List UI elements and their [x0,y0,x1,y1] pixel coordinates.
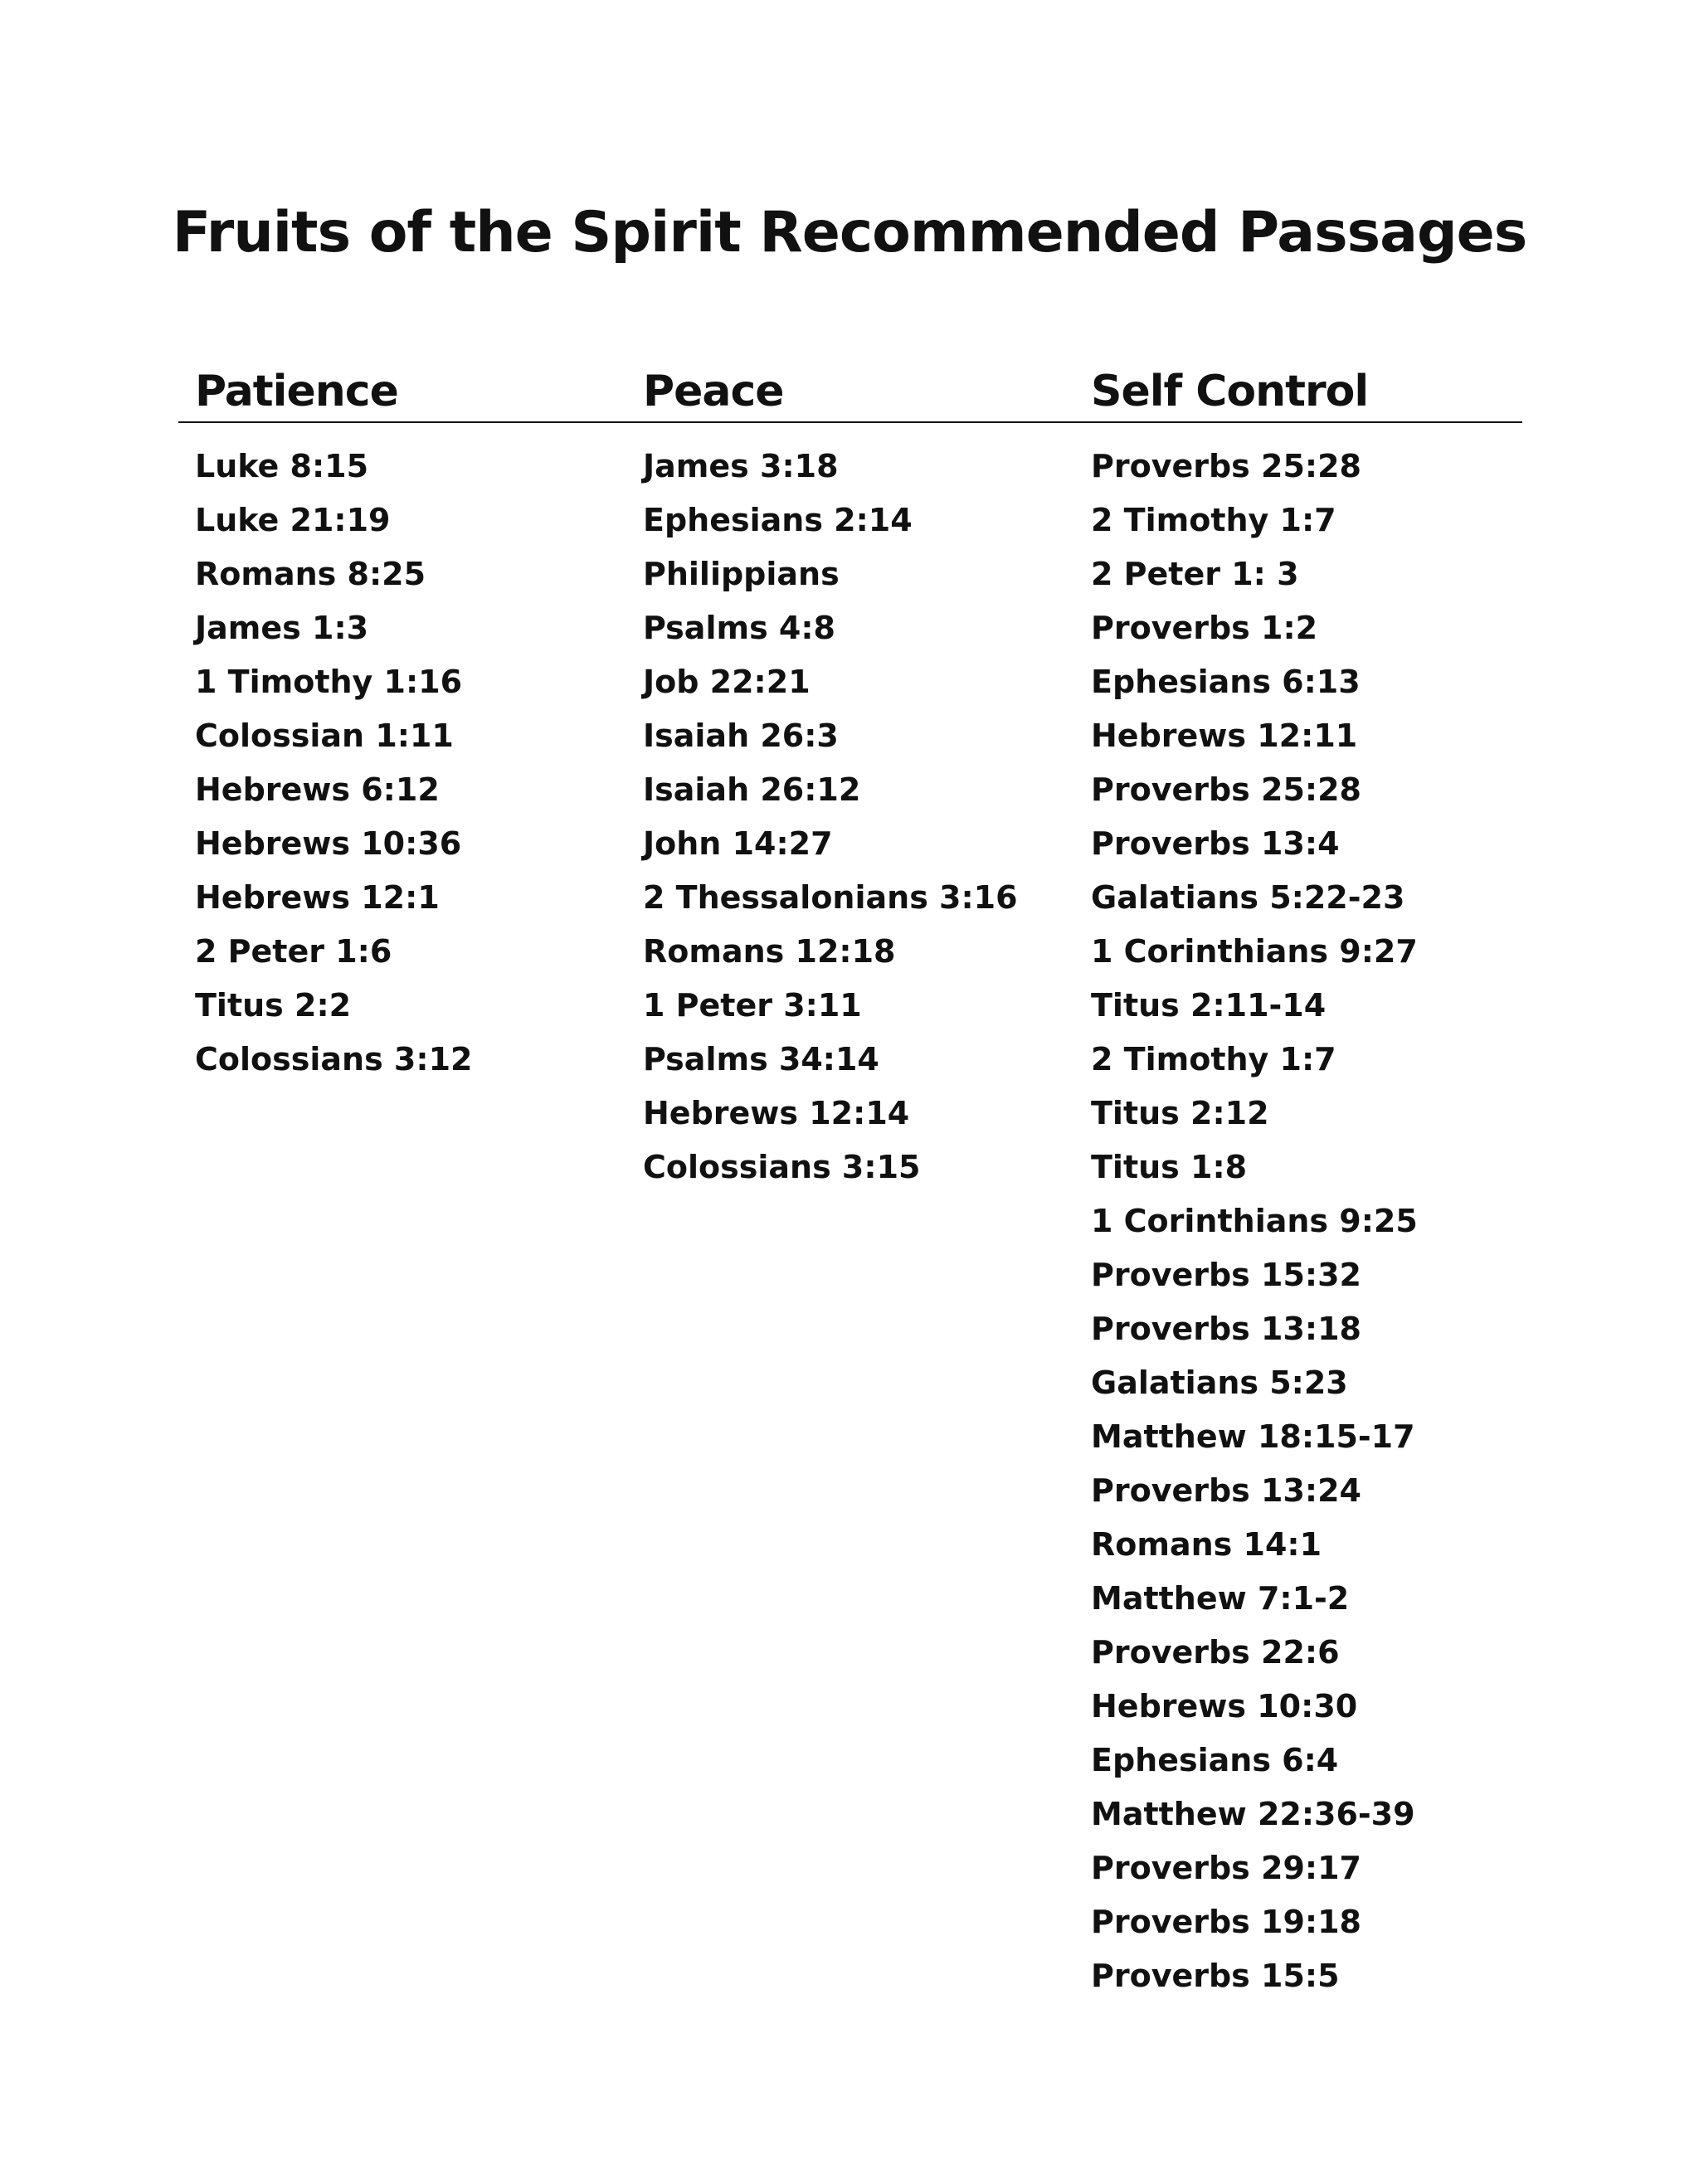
page-title: Fruits of the Spirit Recommended Passages [172,200,1527,265]
passage-list-self-control [1074,440,1522,2003]
passage-item: 1 Peter 3:11 [643,987,862,1024]
passage-item: Romans 14:1 [1091,1526,1322,1563]
passage-item: Proverbs 13:24 [1091,1472,1361,1509]
passage-item: Galatians 5:22-23 [1091,879,1405,916]
column-header-row [178,363,1522,423]
passage-item: Isaiah 26:12 [643,771,861,808]
passage-item: Romans 12:18 [643,933,896,970]
passage-item: Titus 2:2 [195,987,352,1024]
passage-list-patience [178,440,626,2003]
passage-item: Proverbs 13:18 [1091,1311,1361,1347]
passage-item: Romans 8:25 [195,556,426,592]
passage-item: Titus 1:8 [1091,1149,1248,1185]
passage-item: Luke 8:15 [195,448,369,484]
passage-item: 2 Timothy 1:7 [1091,502,1336,538]
passage-item: Proverbs 13:4 [1091,825,1340,862]
passage-item: Colossian 1:11 [195,717,454,754]
passage-item: Matthew 7:1-2 [1091,1580,1350,1617]
passage-item: Proverbs 29:17 [1091,1850,1361,1886]
passage-item: Proverbs 1:2 [1091,610,1318,646]
passage-columns [178,440,1522,2003]
passage-item: 2 Timothy 1:7 [1091,1041,1336,1077]
passage-item: Colossians 3:12 [195,1041,473,1077]
passage-item: Job 22:21 [643,664,811,700]
passage-item: Colossians 3:15 [643,1149,921,1185]
passage-item: 1 Timothy 1:16 [195,664,463,700]
passage-item: Hebrews 6:12 [195,771,440,808]
passage-item: Luke 21:19 [195,502,391,538]
passage-item: Proverbs 15:5 [1091,1958,1340,1994]
passage-item: Isaiah 26:3 [643,717,839,754]
passage-item: Ephesians 6:13 [1091,664,1361,700]
passage-item: 2 Thessalonians 3:16 [643,879,1018,916]
passage-item: Hebrews 12:1 [195,879,440,916]
passage-item: Galatians 5:23 [1091,1364,1348,1401]
passage-item: Philippians [643,556,840,592]
passage-item: Titus 2:11-14 [1091,987,1327,1024]
passage-item: 2 Peter 1: 3 [1091,556,1299,592]
column-heading-patience: Patience [195,367,398,416]
passage-item: Psalms 4:8 [643,610,835,646]
passage-item: Hebrews 12:11 [1091,717,1358,754]
passage-item: Proverbs 25:28 [1091,448,1361,484]
passage-item: Proverbs 22:6 [1091,1634,1340,1671]
passage-item: 1 Corinthians 9:27 [1091,933,1418,970]
passage-item: 1 Corinthians 9:25 [1091,1203,1418,1239]
passage-item: Matthew 18:15-17 [1091,1418,1415,1455]
passage-item: Matthew 22:36-39 [1091,1796,1415,1832]
passage-list-peace [626,440,1074,2003]
passage-item: James 1:3 [195,610,369,646]
column-heading-self-control: Self Control [1091,367,1369,416]
passage-item: Proverbs 19:18 [1091,1904,1361,1940]
column-heading-peace: Peace [643,367,784,416]
passage-item: Proverbs 25:28 [1091,771,1361,808]
passage-item: John 14:27 [643,825,833,862]
passage-item: 2 Peter 1:6 [195,933,392,970]
passage-item: Hebrews 12:14 [643,1095,910,1131]
passage-item: Titus 2:12 [1091,1095,1269,1131]
passage-item: James 3:18 [643,448,839,484]
passage-item: Proverbs 15:32 [1091,1257,1361,1293]
passage-item: Psalms 34:14 [643,1041,879,1077]
passage-item: Ephesians 2:14 [643,502,913,538]
passages-table [178,363,1522,2003]
passage-item: Hebrews 10:30 [1091,1688,1358,1724]
passage-item: Hebrews 10:36 [195,825,462,862]
passage-item: Ephesians 6:4 [1091,1742,1339,1778]
